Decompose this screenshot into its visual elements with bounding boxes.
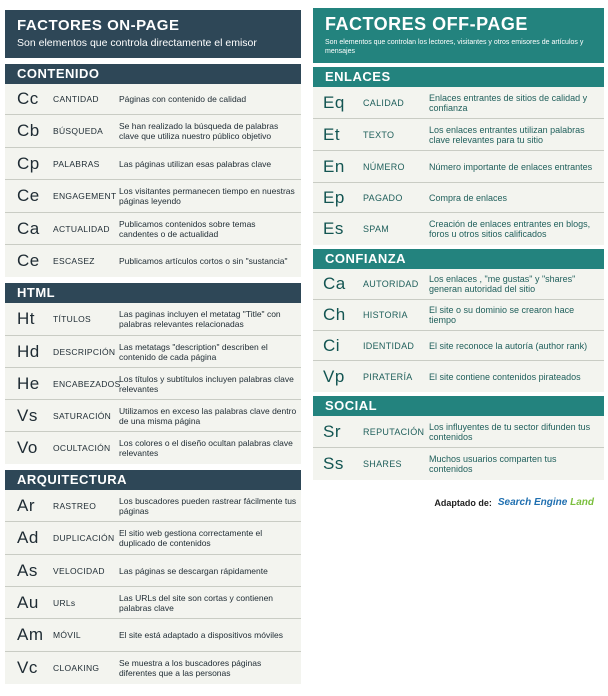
factor-code: Vo — [17, 438, 38, 457]
factor-description: Número importante de enlaces entrantes — [429, 161, 593, 172]
factor-name: MÓVIL — [53, 630, 81, 640]
on-page-title: FACTORES ON-PAGE — [17, 17, 180, 34]
factor-row — [5, 115, 301, 148]
credit — [434, 497, 594, 508]
section-rows — [5, 303, 301, 464]
factor-name: OCULTACIÓN — [53, 443, 111, 453]
factor-row — [5, 432, 301, 464]
factor-name: SPAM — [363, 224, 390, 234]
factor-name: PIRATERÍA — [363, 371, 413, 382]
factor-description: Publicamos contenidos sobre temas candentes o de actualidad — [119, 218, 256, 239]
logo-part-b: Land — [567, 497, 594, 508]
factor-row — [5, 522, 301, 555]
factor-name: DESCRIPCIÓN — [53, 346, 116, 357]
factor-code: Ep — [323, 187, 345, 207]
factor-name: VELOCIDAD — [53, 565, 105, 576]
factor-code: As — [17, 560, 38, 580]
section-rows — [5, 84, 301, 277]
section-rows — [313, 416, 604, 480]
factor-description: Los títulos y subtítulos incluyen palabras clave relevantes — [119, 373, 294, 394]
section-title: ENLACES — [313, 67, 604, 87]
factor-code: Cp — [17, 153, 40, 173]
section-title: CONFIANZA — [313, 249, 604, 269]
factor-description: Publicamos artículos cortos o sin "sustancia" — [119, 256, 288, 266]
factor-description: Las páginas utilizan esas palabras clave — [119, 158, 272, 169]
factor-row — [5, 652, 301, 684]
section-title: HTML — [5, 283, 301, 303]
factor-row — [313, 87, 604, 119]
factor-row — [5, 148, 301, 180]
section-title: CONTENIDO — [5, 64, 301, 84]
off-page-header — [313, 8, 604, 63]
factor-name: SATURACIÓN — [53, 410, 112, 421]
factor-code: Ad — [17, 528, 39, 547]
off-page-title: FACTORES OFF-PAGE — [325, 14, 528, 34]
factor-description: Los buscadores pueden rastrear fácilmente tus páginas — [119, 495, 297, 516]
factor-code: Ch — [323, 305, 346, 324]
factor-row — [5, 368, 301, 400]
factor-description: El site está adaptado a dispositivos móviles — [119, 630, 283, 640]
factor-name: TÍTULOS — [53, 314, 91, 324]
factor-code: Es — [323, 219, 344, 238]
factor-row — [313, 331, 604, 361]
factor-description: Compra de enlaces — [429, 192, 508, 203]
factor-description: Creación de enlaces entrantes en blogs, foros u otros sitios calificados — [429, 219, 591, 239]
factor-code: Et — [323, 124, 341, 144]
factor-description: El sitio web gestiona correctamente el duplicado de contenidos — [119, 528, 263, 548]
factor-code: Ce — [17, 186, 40, 205]
factor-code: Ca — [17, 218, 40, 238]
factor-row — [313, 183, 604, 213]
logo-part-a: Search Engine — [497, 497, 568, 508]
factor-code: Eq — [323, 92, 345, 112]
section-arquitectura — [5, 470, 301, 684]
factor-row — [5, 619, 301, 652]
factor-name: AUTORIDAD — [363, 279, 419, 289]
section-confianza — [313, 249, 604, 392]
factor-code: Am — [17, 625, 44, 644]
factor-code: Ci — [323, 335, 341, 355]
factor-row — [313, 361, 604, 392]
section-rows — [313, 87, 604, 245]
section-contenido — [5, 64, 301, 277]
factor-name: TEXTO — [363, 129, 395, 140]
factor-row — [5, 213, 301, 245]
factor-row — [313, 269, 604, 300]
factor-row — [313, 151, 604, 183]
credit-label: Adaptado de: — [434, 497, 492, 508]
factor-code: Ht — [17, 309, 35, 328]
off-page-subtitle: Son elementos que controlan los lectores, visitantes y otros emisores de artículos y mensajes — [325, 39, 584, 55]
factor-row — [5, 84, 301, 115]
section-enlaces — [313, 67, 604, 245]
factor-code: Vs — [17, 405, 38, 425]
factor-name: RASTREO — [53, 500, 97, 511]
factor-row — [5, 400, 301, 432]
section-rows — [5, 490, 301, 684]
factor-code: Hd — [17, 341, 40, 361]
factor-description: Las metatags "description" describen el contenido de cada página — [119, 341, 268, 362]
factor-row — [5, 555, 301, 587]
factor-name: BÚSQUEDA — [53, 126, 104, 136]
factor-code: Au — [17, 592, 39, 612]
factor-description: El site contiene contenidos pirateados — [429, 371, 581, 382]
factor-row — [313, 448, 604, 480]
factor-description: Páginas con contenido de calidad — [119, 94, 247, 104]
factor-name: ENCABEZADOS — [53, 378, 121, 389]
off-page-column — [313, 0, 604, 480]
factor-description: Las paginas incluyen el metatag "Title" con palabras relevantes relacionadas — [119, 309, 281, 329]
factor-row — [313, 119, 604, 151]
factor-description: Se muestra a los buscadores páginas diferentes que a las personas — [119, 658, 262, 678]
section-html — [5, 283, 301, 464]
factor-name: PAGADO — [363, 192, 403, 203]
factor-description: Los visitantes permanecen tiempo en nuestras páginas leyendo — [119, 186, 295, 206]
factor-description: El site reconoce la autoría (author rank) — [429, 340, 588, 351]
factor-row — [313, 213, 604, 245]
factor-name: PALABRAS — [53, 158, 100, 169]
on-page-subtitle: Son elementos que controla directamente el emisor — [17, 37, 257, 49]
factor-row — [5, 245, 301, 277]
factor-description: Las URLs del site son cortas y contienen palabras clave — [119, 592, 274, 613]
factor-description: Enlaces entrantes de sitios de calidad y confianza — [429, 92, 588, 113]
factor-name: HISTORIA — [363, 310, 408, 320]
factor-row — [313, 416, 604, 448]
factor-name: CLOAKING — [53, 663, 100, 673]
search-engine-land-logo — [498, 497, 594, 508]
section-title: ARQUITECTURA — [5, 470, 301, 490]
factor-code: Vc — [17, 658, 38, 677]
factor-description: Muchos usuarios comparten tus contenidos — [429, 454, 557, 474]
factor-name: ACTUALIDAD — [53, 223, 110, 234]
factor-row — [313, 300, 604, 331]
factor-code: Ce — [17, 251, 40, 270]
factor-row — [5, 180, 301, 213]
factor-description: Las páginas se descargan rápidamente — [119, 565, 268, 576]
factor-name: CALIDAD — [363, 97, 405, 108]
factor-description: Utilizamos en exceso las palabras clave dentro de una misma página — [119, 405, 297, 426]
factor-row — [5, 490, 301, 522]
factor-description: Los enlaces entrantes utilizan palabras clave relevantes para tu sitio — [429, 124, 585, 145]
section-rows — [313, 269, 604, 392]
factor-description: El site o su dominio se crearon hace tiempo — [429, 305, 575, 325]
factor-row — [5, 303, 301, 336]
factor-description: Los colores o el diseño ocultan palabras clave relevantes — [119, 438, 293, 458]
on-page-header — [5, 10, 301, 58]
factor-name: NÚMERO — [363, 161, 405, 172]
section-title: SOCIAL — [313, 396, 604, 416]
factor-code: Cb — [17, 121, 40, 140]
factor-code: Cc — [17, 89, 39, 108]
factor-code: Ar — [17, 495, 35, 515]
factor-code: Ss — [323, 454, 344, 473]
factor-name: CANTIDAD — [53, 94, 99, 104]
factor-name: DUPLICACIÓN — [53, 533, 115, 543]
factor-row — [5, 336, 301, 368]
factor-name: REPUTACIÓN — [363, 426, 425, 437]
factor-code: He — [17, 373, 40, 393]
section-social — [313, 396, 604, 480]
on-page-column — [5, 0, 301, 684]
factor-name: URLs — [53, 597, 76, 608]
factor-description: Se han realizado la búsqueda de palabras clave que utiliza nuestro público objetivo — [119, 121, 279, 141]
factor-code: En — [323, 156, 345, 176]
factor-name: ESCASEZ — [53, 256, 95, 266]
factor-code: Ca — [323, 274, 346, 293]
factor-name: IDENTIDAD — [363, 340, 415, 351]
factor-code: Vp — [323, 366, 345, 386]
factor-description: Los enlaces , "me gustas" y "shares" generan autoridad del sitio — [429, 274, 576, 294]
factor-code: Sr — [323, 421, 341, 441]
factor-name: ENGAGEMENT — [53, 191, 117, 201]
factor-description: Los influyentes de tu sector difunden tus contenidos — [429, 421, 591, 442]
factor-row — [5, 587, 301, 619]
factor-name: SHARES — [363, 459, 402, 469]
